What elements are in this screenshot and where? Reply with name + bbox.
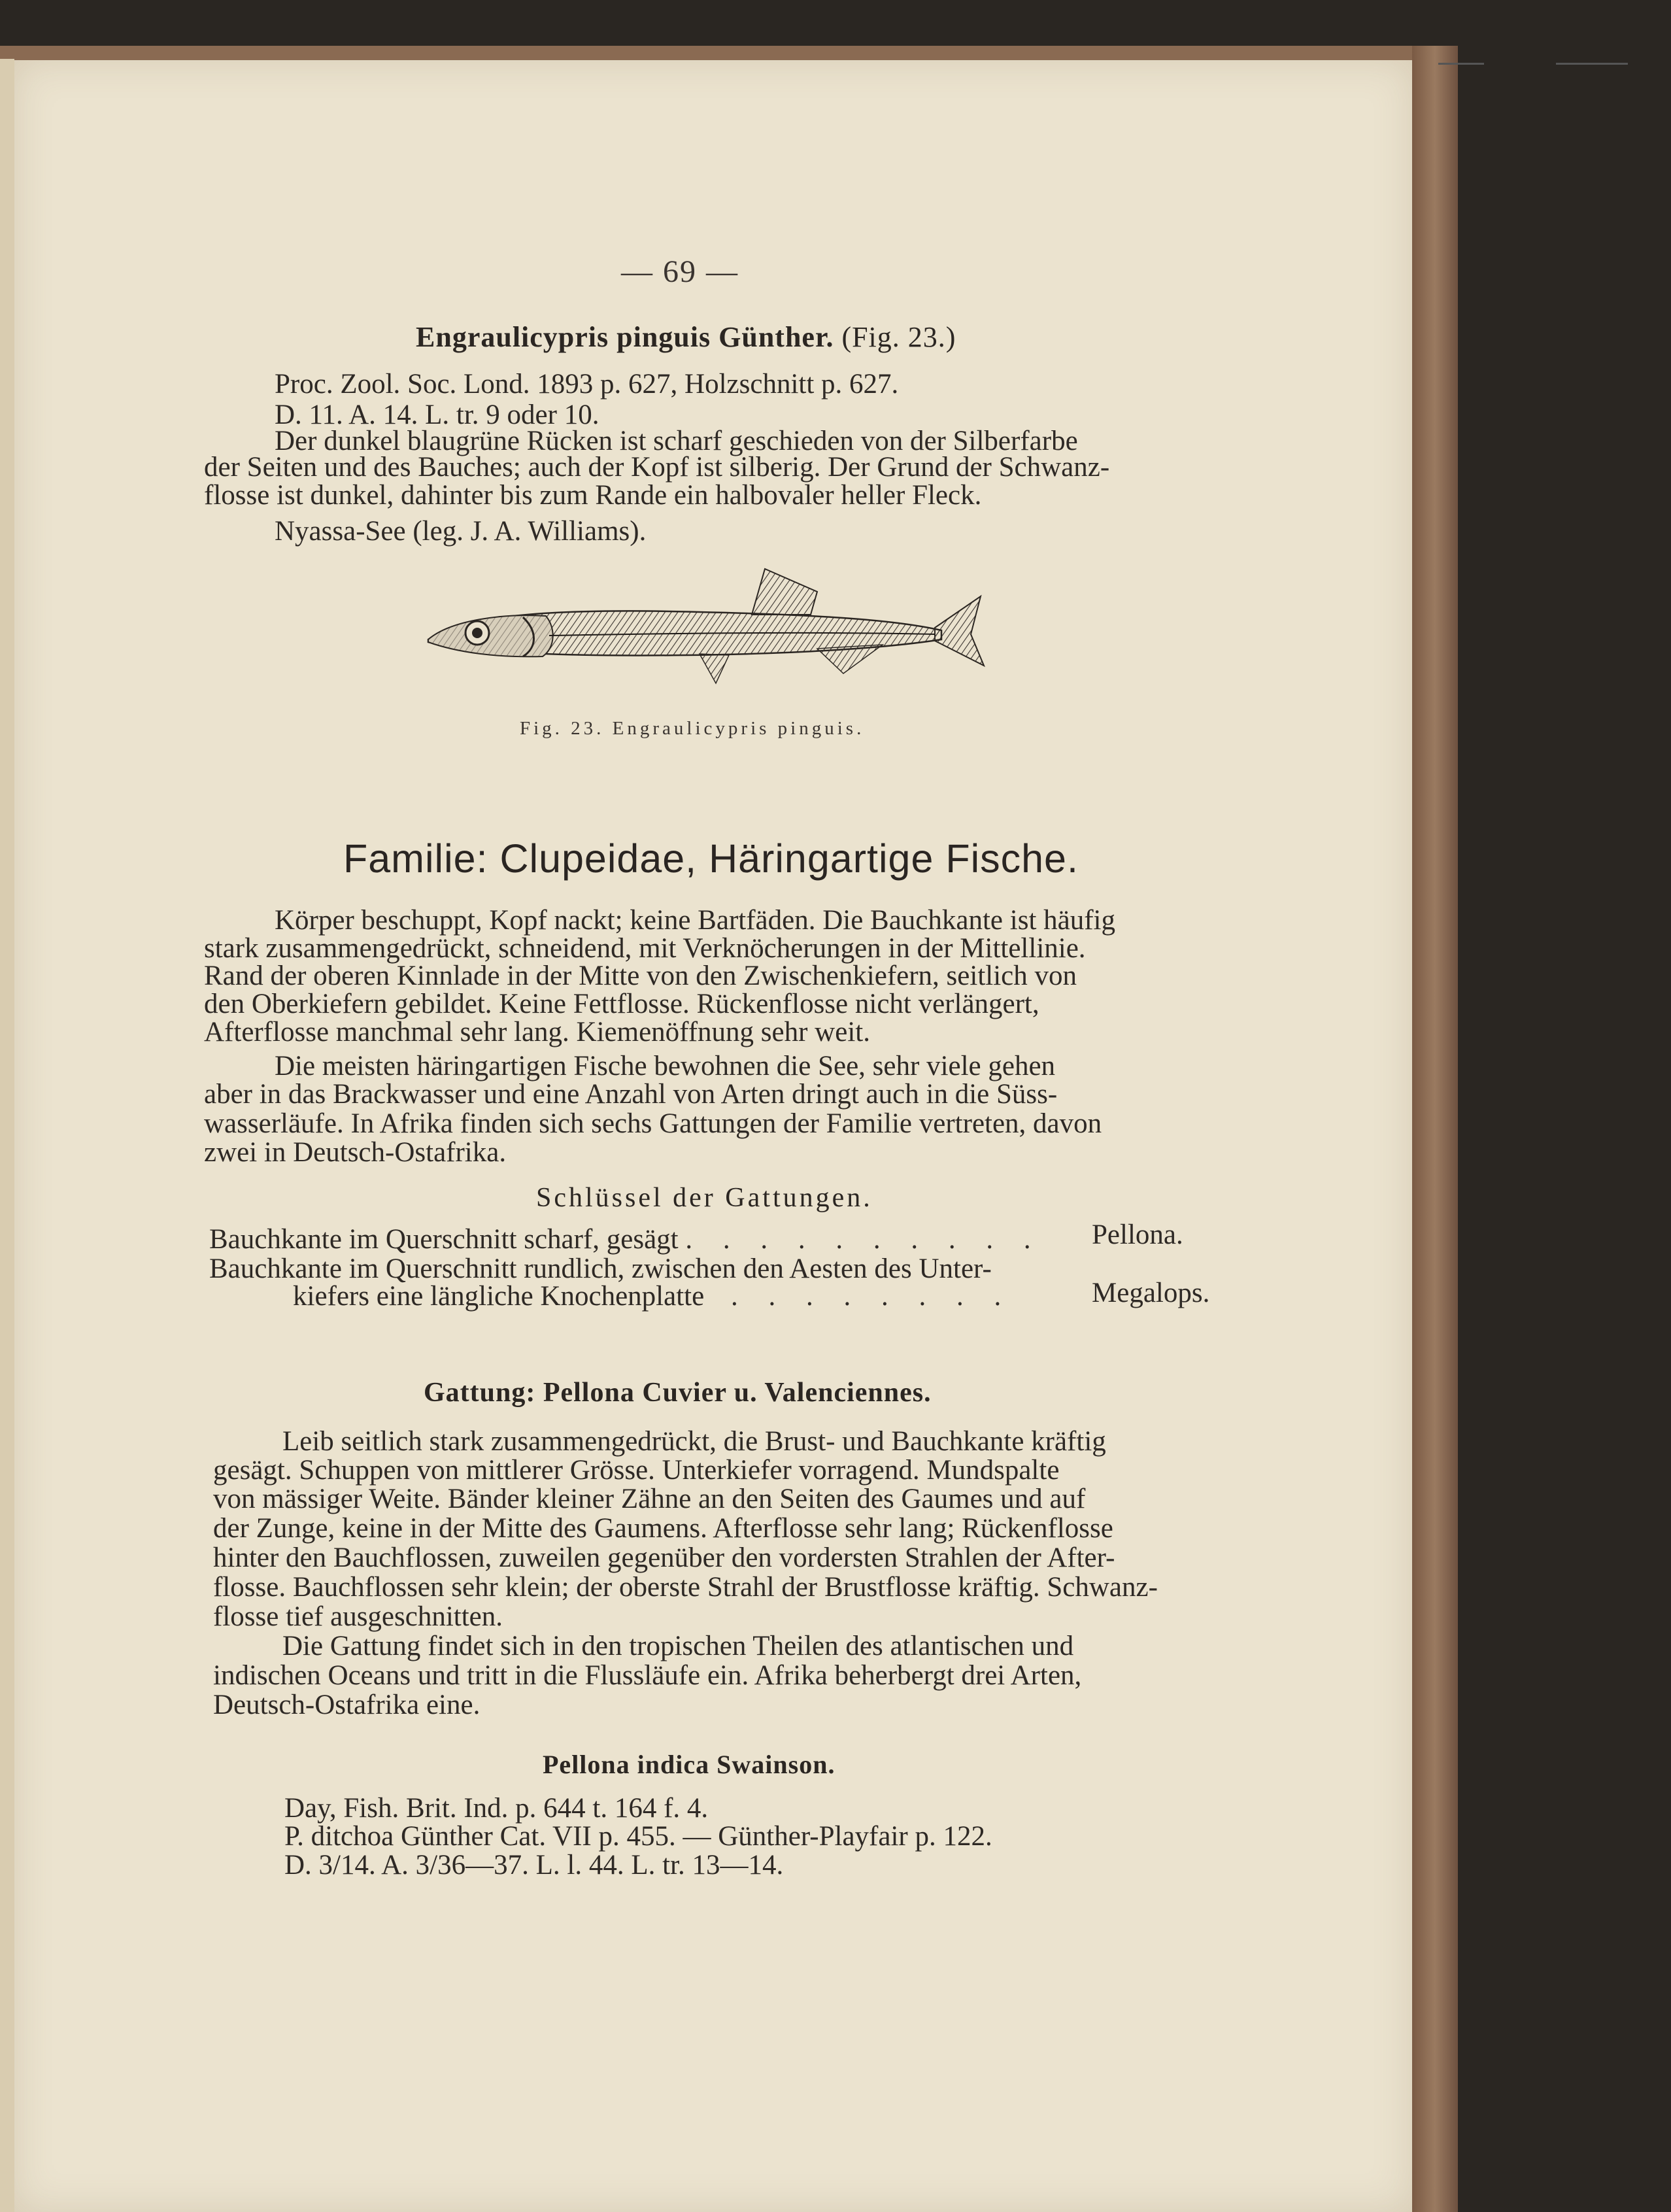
key-entry-dots: . . . . . . . . . .	[685, 1224, 1043, 1255]
text-line: Rand der oberen Kinnlade in der Mitte von den Zwischenkiefern, seitlich von	[204, 961, 1077, 991]
text-line: D. 3/14. A. 3/36—37. L. l. 44. L. tr. 13—14.	[284, 1850, 784, 1880]
species-title: Pellona indica Swainson.	[543, 1750, 836, 1779]
text-line: Day, Fish. Brit. Ind. p. 644 t. 164 f. 4.	[284, 1793, 709, 1824]
text-line: indischen Oceans und tritt in die Flussläufe ein. Afrika beherbergt drei Arten,	[213, 1660, 1082, 1691]
text-line: zwei in Deutsch-Ostafrika.	[204, 1137, 507, 1168]
text-line: stark zusammengedrückt, schneidend, mit Verknöcherungen in der Mittellinie.	[204, 933, 1086, 964]
key-entry	[209, 1225, 1043, 1254]
key-entry-text: Bauchkante im Querschnitt scharf, gesägt	[209, 1224, 679, 1255]
key-heading: Schlüssel der Gattungen.	[536, 1183, 873, 1213]
scan-edge-mark	[1556, 63, 1628, 65]
text-line: Proc. Zool. Soc. Lond. 1893 p. 627, Holzschnitt p. 627.	[275, 369, 899, 400]
family-heading: Familie: Clupeidae, Häringartige Fische.	[343, 836, 1079, 881]
text-line: flosse ist dunkel, dahinter bis zum Rande ein halbovaler heller Fleck.	[204, 480, 982, 511]
page-number: — 69 —	[621, 254, 739, 289]
species-title	[416, 320, 956, 354]
text-line: aber in das Brackwasser und eine Anzahl von Arten dringt auch in die Süss-	[204, 1079, 1058, 1110]
figure-caption: Fig. 23. Engraulicypris pinguis.	[520, 718, 865, 739]
text-line: Die meisten häringartigen Fische bewohnen die See, sehr viele gehen	[275, 1051, 1056, 1081]
key-entry-genus: Megalops.	[1092, 1278, 1210, 1308]
text-line: P. ditchoa Günther Cat. VII p. 455. — Günther-Playfair p. 122.	[284, 1821, 992, 1852]
text-line: flosse tief ausgeschnitten.	[213, 1601, 503, 1632]
key-entry-genus: Pellona.	[1092, 1219, 1183, 1250]
book-spine-edge	[1412, 46, 1458, 2212]
text-line: Leib seitlich stark zusammengedrückt, die Brust- und Bauchkante kräftig	[282, 1426, 1106, 1457]
genus-heading: Gattung: Pellona Cuvier u. Valenciennes.	[424, 1378, 932, 1408]
text-line: hinter den Bauchflossen, zuweilen gegenüber den vordersten Strahlen der After-	[213, 1542, 1115, 1573]
scan-edge-mark	[1438, 63, 1484, 65]
figure-reference: (Fig. 23.)	[841, 321, 956, 353]
text-line: Die Gattung findet sich in den tropischen Theilen des atlantischen und	[282, 1631, 1074, 1661]
text-line: Körper beschuppt, Kopf nackt; keine Bartfäden. Die Bauchkante ist häufig	[275, 905, 1115, 936]
text-line: den Oberkiefern gebildet. Keine Fettflosse. Rückenflosse nicht verlängert,	[204, 989, 1039, 1019]
key-entry	[293, 1282, 1013, 1311]
text-line: flosse. Bauchflossen sehr klein; der oberste Strahl der Brustflosse kräftig. Schwanz-	[213, 1572, 1158, 1603]
text-line: D. 11. A. 14. L. tr. 9 oder 10.	[275, 400, 599, 430]
key-entry-text: kiefers eine längliche Knochenplatte	[293, 1281, 705, 1312]
text-line: Nyassa-See (leg. J. A. Williams).	[275, 516, 647, 547]
text-line: gesägt. Schuppen von mittlerer Grösse. Unterkiefer vorragend. Mundspalte	[213, 1455, 1060, 1486]
text-line: Afterflosse manchmal sehr lang. Kiemenöffnung sehr weit.	[204, 1017, 870, 1047]
fish-illustration-icon	[425, 562, 1000, 706]
text-line: der Seiten und des Bauches; auch der Kopf ist silberig. Der Grund der Schwanz-	[204, 452, 1110, 483]
facing-page-edge	[0, 59, 14, 2212]
species-title-text: Engraulicypris pinguis Günther.	[416, 321, 834, 353]
text-line: von mässiger Weite. Bänder kleiner Zähne an den Seiten des Gaumes und auf	[213, 1484, 1086, 1514]
key-entry-text: Bauchkante im Querschnitt rundlich, zwischen den Aesten des Unter-	[209, 1253, 992, 1284]
text-line: der Zunge, keine in der Mitte des Gaumens. Afterflosse sehr lang; Rückenflosse	[213, 1513, 1113, 1544]
text-line: wasserläufe. In Afrika finden sich sechs Gattungen der Familie vertreten, davon	[204, 1108, 1102, 1139]
text-line: Deutsch-Ostafrika eine.	[213, 1690, 481, 1720]
key-entry-dots: . . . . . . . .	[730, 1281, 1013, 1312]
text-line: Der dunkel blaugrüne Rücken ist scharf geschieden von der Silberfarbe	[275, 426, 1078, 456]
